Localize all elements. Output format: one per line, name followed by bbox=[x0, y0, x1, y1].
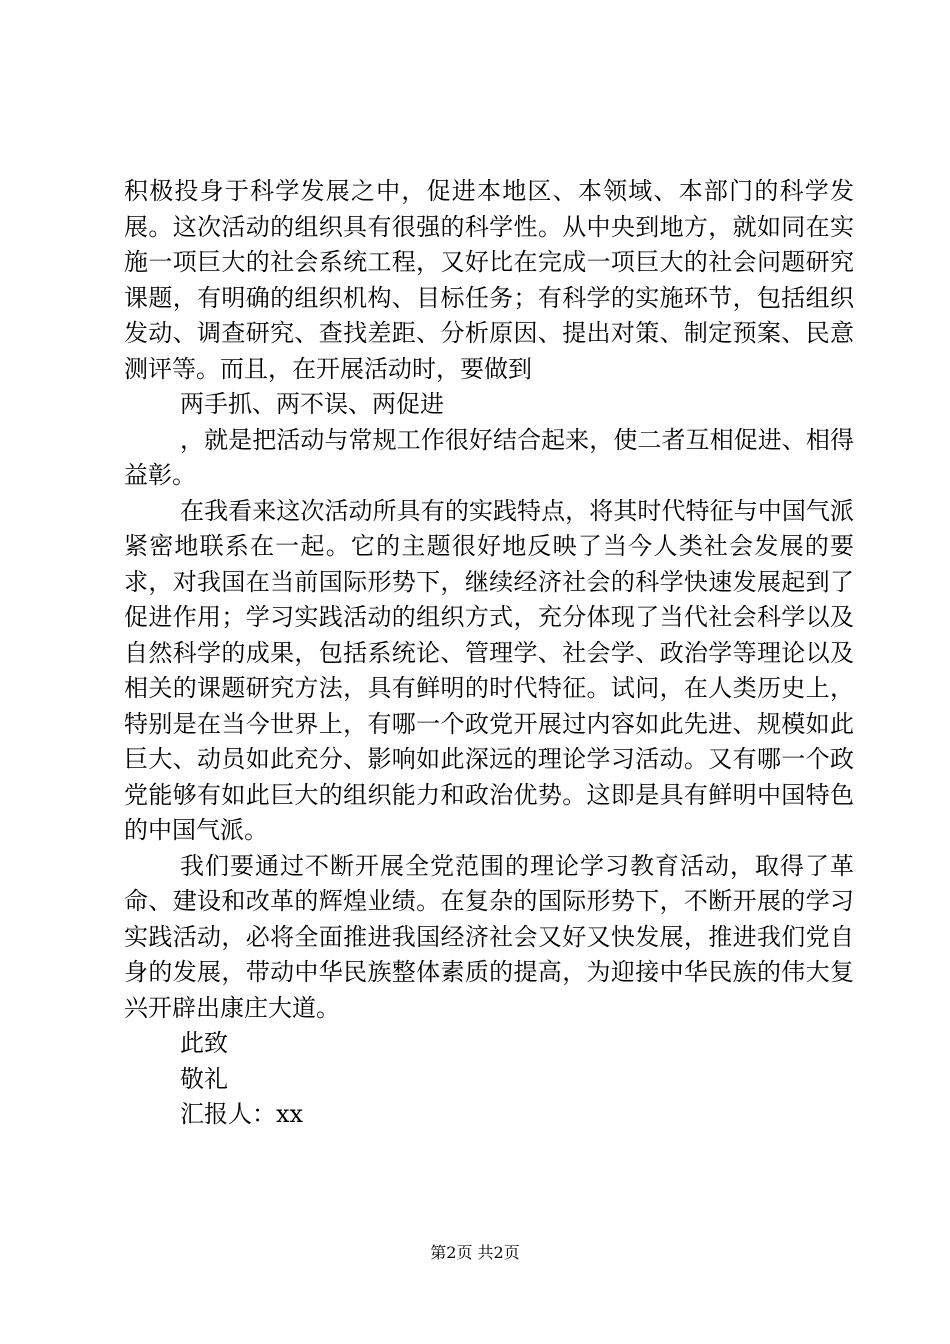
paragraph-slogan-explanation: ，就是把活动与常规工作很好结合起来，使二者互相促进、相得益彰。 bbox=[124, 425, 854, 489]
signature-line: 汇报人：xx bbox=[180, 1100, 304, 1128]
paragraph-conclusion: 我们要通过不断开展全党范围的理论学习教育活动，取得了革命、建设和改革的辉煌业绩。在复杂的国际形势下，不断开展的学习实践活动，必将全面推进我国经济社会又好又快发展，推进我们党自身的发展，带动中华民族整体素质的提高，为迎接中华民族的伟大复兴开辟出康庄大道。 bbox=[124, 851, 854, 1022]
closing-salutation: 此致 bbox=[180, 1029, 228, 1057]
closing-regards: 敬礼 bbox=[180, 1064, 228, 1093]
document-body bbox=[124, 174, 854, 1133]
page-number-footer: 第2页 共2页 bbox=[430, 1243, 520, 1262]
paragraph-practice-features: 在我看来这次活动所具有的实践特点，将其时代特征与中国气派紧密地联系在一起。它的主题很好地反映了当今人类社会发展的要求，对我国在当前国际形势下，继续经济社会的科学快速发展起到了促进作用；学习实践活动的组织方式，充分体现了当代社会科学以及自然科学的成果，包括系统论、管理学、社会学、政治学等理论以及相关的课题研究方法，具有鲜明的时代特征。试问，在人类历史上，特别是在当今世界上，有哪一个政党开展过内容如此先进、规模如此巨大、动员如此充分、影响如此深远的理论学习活动。又有哪一个政党能够有如此巨大的组织能力和政治优势。这即是具有鲜明中国特色的中国气派。 bbox=[124, 496, 854, 844]
paragraph-continuation: 积极投身于科学发展之中，促进本地区、本领域、本部门的科学发展。这次活动的组织具有很强的科学性。从中央到地方，就如同在实施一项巨大的社会系统工程，又好比在完成一项巨大的社会问题研究课题，有明确的组织机构、目标任务；有科学的实施环节，包括组织发动、调查研究、查找差距、分析原因、提出对策、制定预案、民意测评等。而且，在开展活动时，要做到 bbox=[124, 177, 854, 383]
paragraph-slogan: 两手抓、两不误、两促进 bbox=[180, 390, 444, 418]
